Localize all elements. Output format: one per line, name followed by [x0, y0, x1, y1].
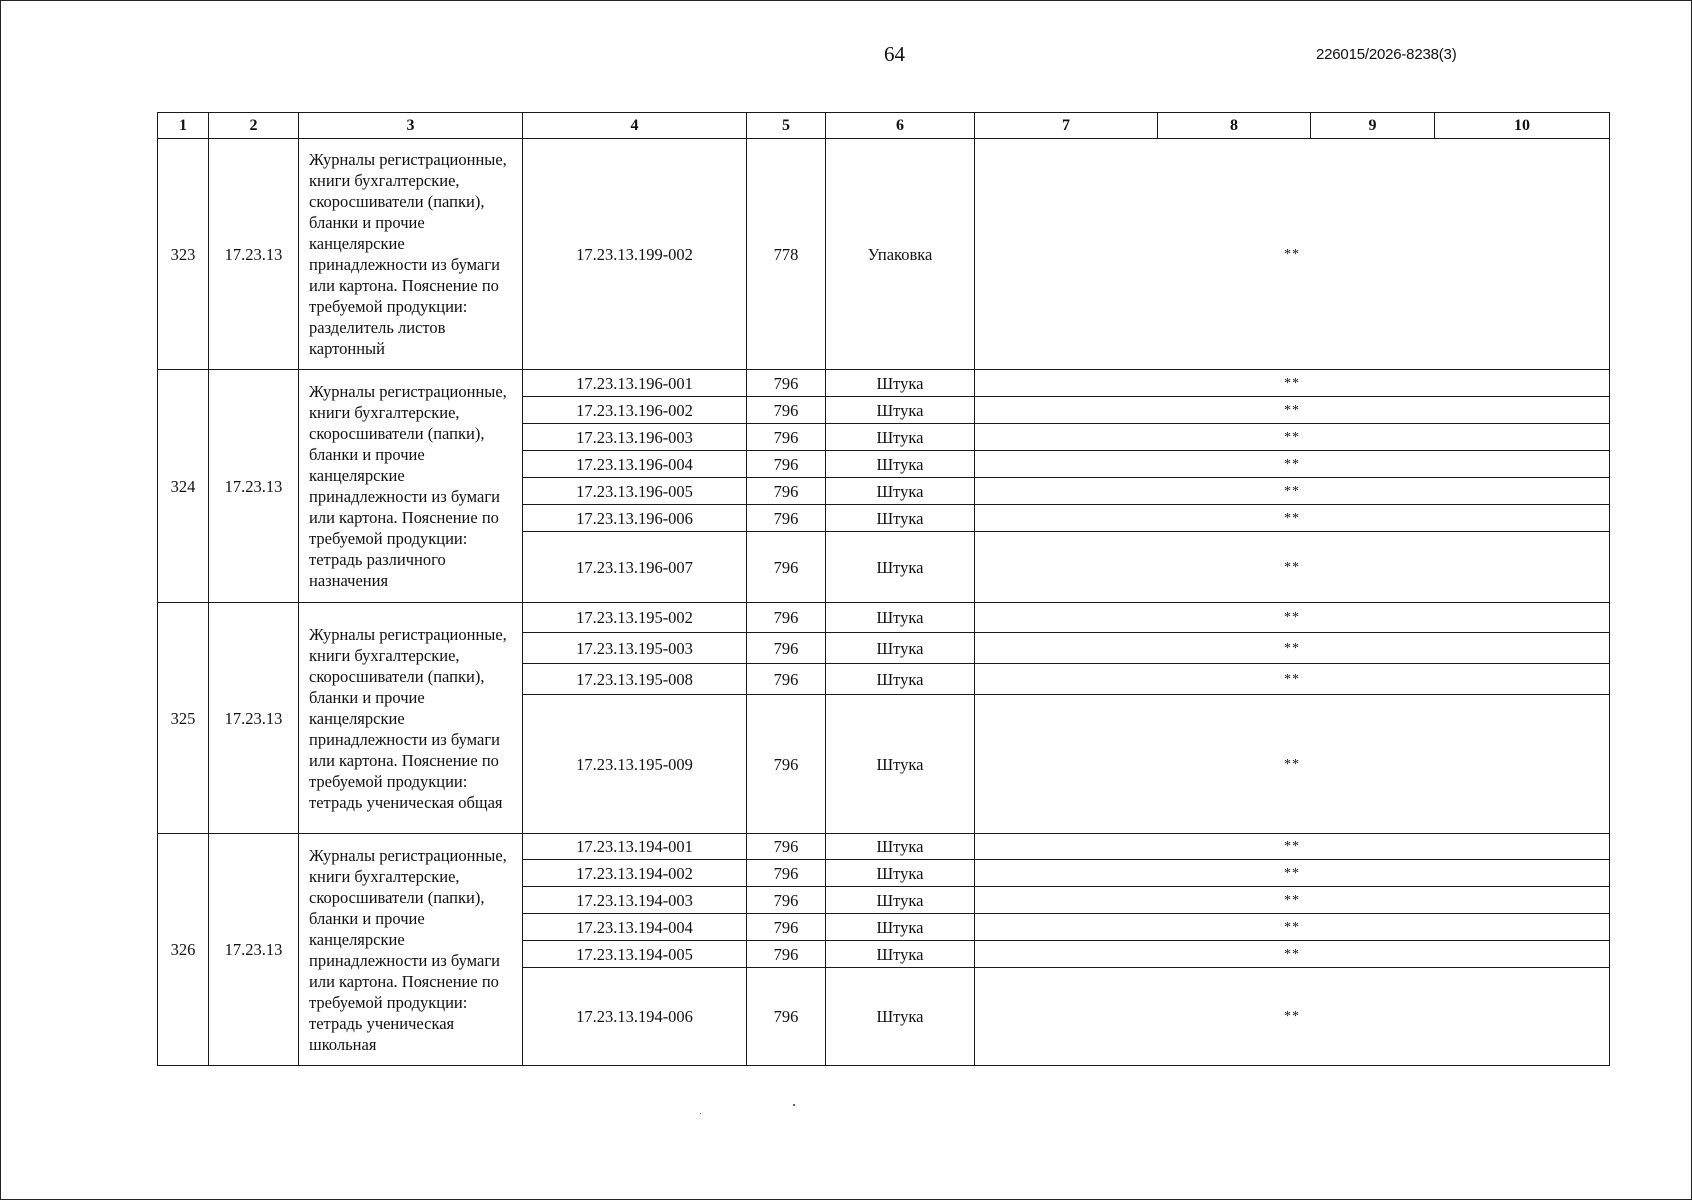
requirements-mark: ** — [975, 887, 1610, 914]
ktru-code: 17.23.13.194-005 — [523, 941, 747, 968]
col-header-4: 4 — [523, 113, 747, 139]
ktru-code: 17.23.13.194-002 — [523, 860, 747, 887]
requirements-mark: ** — [975, 505, 1610, 532]
unit-name: Штука — [826, 968, 975, 1066]
unit-code: 796 — [747, 397, 826, 424]
requirements-mark: ** — [975, 370, 1610, 397]
table-row — [158, 370, 1610, 397]
requirements-mark: ** — [975, 478, 1610, 505]
ktru-code: 17.23.13.194-001 — [523, 834, 747, 860]
ktru-code: 17.23.13.196-003 — [523, 424, 747, 451]
requirements-mark: ** — [975, 834, 1610, 860]
table-row — [158, 603, 1610, 633]
requirements-mark: ** — [975, 664, 1610, 695]
requirements-mark: ** — [975, 695, 1610, 834]
unit-code: 796 — [747, 664, 826, 695]
col-header-3: 3 — [299, 113, 523, 139]
ktru-code: 17.23.13.195-008 — [523, 664, 747, 695]
product-description: Журналы регистрационные, книги бухгалтерские, скоросшиватели (папки), бланки и прочие канцелярские принадлежности из бумаги или картона. Пояснение по требуемой продукции: тетрадь ученическая общая — [299, 603, 523, 834]
document-code: 226015/2026-8238(3) — [1316, 46, 1457, 63]
requirements-mark: ** — [975, 139, 1610, 370]
table-row — [158, 834, 1610, 860]
ktru-code: 17.23.13.194-006 — [523, 968, 747, 1066]
scan-speck — [700, 1113, 701, 1114]
unit-code: 796 — [747, 834, 826, 860]
unit-name: Штука — [826, 633, 975, 664]
unit-name: Штука — [826, 941, 975, 968]
ktru-code: 17.23.13.196-004 — [523, 451, 747, 478]
ktru-code: 17.23.13.195-003 — [523, 633, 747, 664]
header-row — [158, 113, 1610, 139]
ktru-code: 17.23.13.195-009 — [523, 695, 747, 834]
col-header-5: 5 — [747, 113, 826, 139]
requirements-mark: ** — [975, 424, 1610, 451]
registry-table — [157, 112, 1610, 1066]
requirements-mark: ** — [975, 603, 1610, 633]
unit-code: 778 — [747, 139, 826, 370]
ktru-code: 17.23.13.196-005 — [523, 478, 747, 505]
unit-code: 796 — [747, 451, 826, 478]
col-header-1: 1 — [158, 113, 209, 139]
ktru-code: 17.23.13.196-002 — [523, 397, 747, 424]
product-description: Журналы регистрационные, книги бухгалтерские, скоросшиватели (папки), бланки и прочие канцелярские принадлежности из бумаги или картона. Пояснение по требуемой продукции: тетрадь различного назначения — [299, 370, 523, 603]
ktru-code: 17.23.13.196-007 — [523, 532, 747, 603]
okpd-code: 17.23.13 — [209, 603, 299, 834]
row-number: 324 — [158, 370, 209, 603]
ktru-code: 17.23.13.196-006 — [523, 505, 747, 532]
product-description: Журналы регистрационные, книги бухгалтерские, скоросшиватели (папки), бланки и прочие канцелярские принадлежности из бумаги или картона. Пояснение по требуемой продукции: разделитель листов картонный — [299, 139, 523, 370]
unit-code: 796 — [747, 424, 826, 451]
requirements-mark: ** — [975, 397, 1610, 424]
unit-name: Штука — [826, 505, 975, 532]
requirements-mark: ** — [975, 633, 1610, 664]
col-header-6: 6 — [826, 113, 975, 139]
unit-name: Штука — [826, 370, 975, 397]
unit-name: Штука — [826, 664, 975, 695]
ktru-code: 17.23.13.194-003 — [523, 887, 747, 914]
unit-name: Штука — [826, 424, 975, 451]
ktru-code: 17.23.13.199-002 — [523, 139, 747, 370]
unit-name: Штука — [826, 695, 975, 834]
row-number: 323 — [158, 139, 209, 370]
unit-name: Упаковка — [826, 139, 975, 370]
requirements-mark: ** — [975, 451, 1610, 478]
okpd-code: 17.23.13 — [209, 370, 299, 603]
unit-name: Штука — [826, 603, 975, 633]
col-header-2: 2 — [209, 113, 299, 139]
unit-code: 796 — [747, 860, 826, 887]
row-number: 326 — [158, 834, 209, 1066]
page-number: 64 — [884, 42, 905, 66]
unit-name: Штука — [826, 451, 975, 478]
requirements-mark: ** — [975, 860, 1610, 887]
unit-name: Штука — [826, 834, 975, 860]
requirements-mark: ** — [975, 914, 1610, 941]
product-description: Журналы регистрационные, книги бухгалтерские, скоросшиватели (папки), бланки и прочие канцелярские принадлежности из бумаги или картона. Пояснение по требуемой продукции: тетрадь ученическая школьная — [299, 834, 523, 1066]
col-header-9: 9 — [1311, 113, 1435, 139]
unit-name: Штука — [826, 532, 975, 603]
unit-code: 796 — [747, 941, 826, 968]
scan-speck — [793, 1104, 795, 1106]
ktru-code: 17.23.13.195-002 — [523, 603, 747, 633]
unit-code: 796 — [747, 603, 826, 633]
ktru-code: 17.23.13.196-001 — [523, 370, 747, 397]
unit-code: 796 — [747, 370, 826, 397]
unit-code: 796 — [747, 695, 826, 834]
unit-name: Штука — [826, 887, 975, 914]
col-header-10: 10 — [1435, 113, 1610, 139]
unit-name: Штука — [826, 914, 975, 941]
requirements-mark: ** — [975, 941, 1610, 968]
col-header-8: 8 — [1158, 113, 1311, 139]
okpd-code: 17.23.13 — [209, 139, 299, 370]
unit-code: 796 — [747, 968, 826, 1066]
unit-name: Штука — [826, 478, 975, 505]
unit-code: 796 — [747, 887, 826, 914]
requirements-mark: ** — [975, 532, 1610, 603]
unit-code: 796 — [747, 532, 826, 603]
col-header-7: 7 — [975, 113, 1158, 139]
okpd-code: 17.23.13 — [209, 834, 299, 1066]
ktru-code: 17.23.13.194-004 — [523, 914, 747, 941]
row-number: 325 — [158, 603, 209, 834]
unit-name: Штука — [826, 397, 975, 424]
unit-name: Штука — [826, 860, 975, 887]
unit-code: 796 — [747, 633, 826, 664]
requirements-mark: ** — [975, 968, 1610, 1066]
table-row — [158, 139, 1610, 370]
unit-code: 796 — [747, 505, 826, 532]
unit-code: 796 — [747, 914, 826, 941]
unit-code: 796 — [747, 478, 826, 505]
